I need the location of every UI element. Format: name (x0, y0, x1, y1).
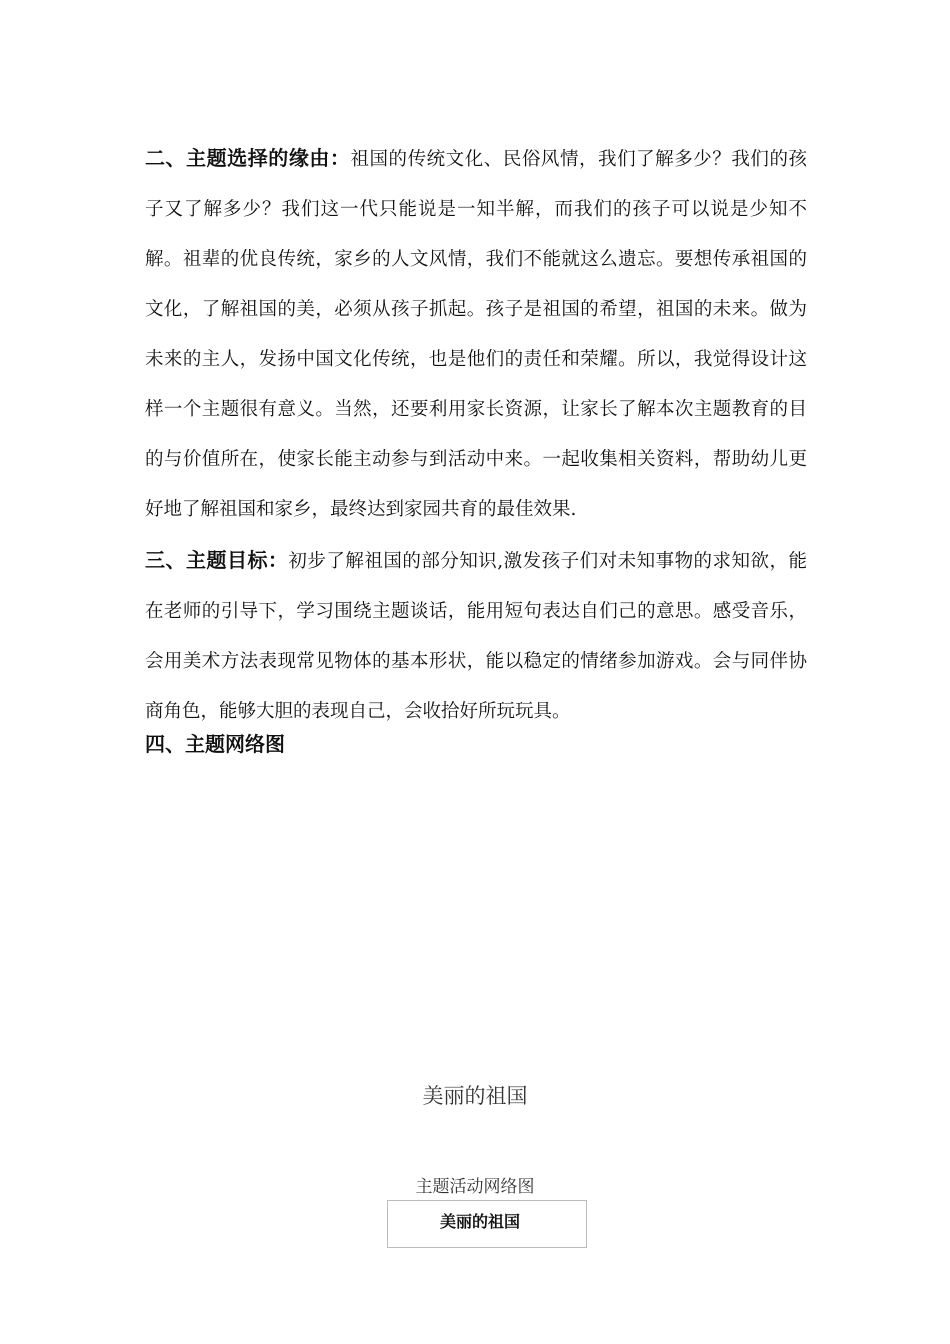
diagram-caption: 主题活动网络图 (415, 1177, 535, 1197)
reason-body: 祖国的传统文化、民俗风情，我们了解多少？我们的孩子又了解多少？我们这一代只能说是一知半解，而我们的孩子可以说是少知不解。祖辈的优良传统，家乡的人文风情，我们不能就这么遗忘。要想传承祖国的文化，了解祖国的美，必须从孩子抓起。孩子是祖国的希望，祖国的未来。做为未来的主人，发扬中国文化传统，也是他们的责任和荣耀。所以，我觉得设计这样一个主题很有意义。当然，还要利用家长资源，让家长了解本次主题教育的目的与价值所在，使家长能主动参与到活动中来。一起收集相关资料，帮助幼儿更好地了解祖国和家乡，最终达到家园共育的最佳效果. (145, 149, 807, 520)
body-text (145, 133, 807, 737)
diagram-box-label: 美丽的祖国 (439, 1212, 520, 1231)
goals-heading: 三、主题目标： (145, 548, 289, 572)
goals-body: 初步了解祖国的部分知识,激发孩子们对未知事物的求知欲，能在老师的引导下，学习围绕主题谈话，能用短句表达自们己的意思。感受音乐，会用美术方法表现常见物体的基本形状，能以稳定的情绪参加游戏。会与同伴协商角色，能够大胆的表现自己，会收拾好所玩玩具。 (145, 551, 807, 722)
network-heading: 四、主题网络图 (145, 732, 285, 756)
reason-heading: 二、主题选择的缘由： (145, 146, 351, 170)
diagram-title: 美丽的祖国 (422, 1084, 528, 1108)
goals-paragraph (145, 535, 807, 737)
reason-paragraph (145, 133, 807, 535)
diagram-center-box (387, 1200, 587, 1248)
